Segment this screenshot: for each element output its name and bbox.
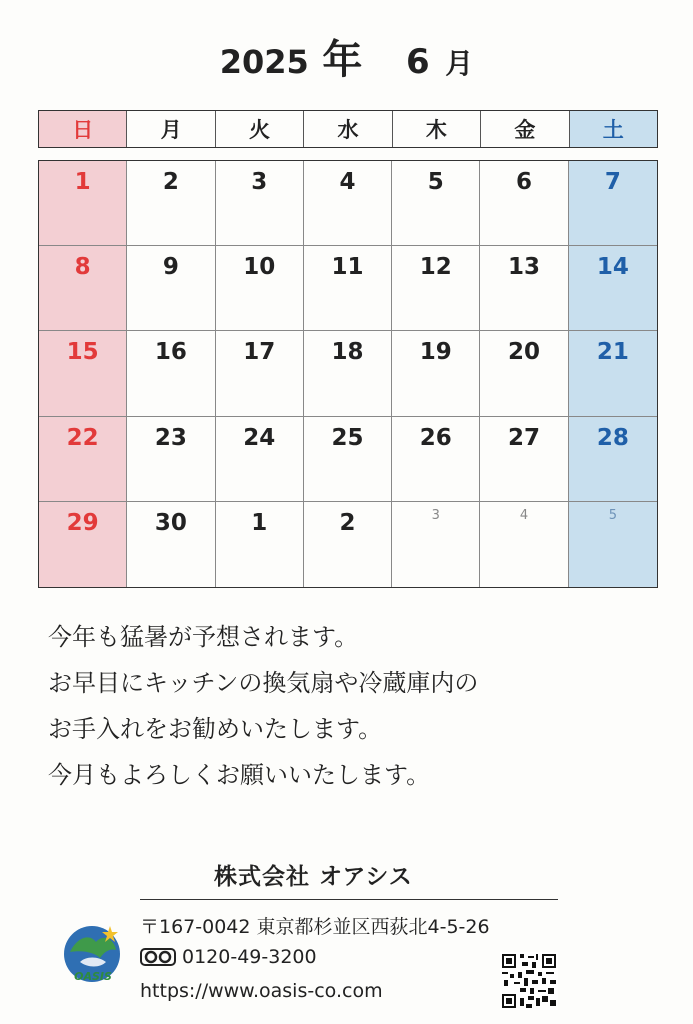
date-cell: 28 [569, 417, 657, 502]
weekday-thu: 木 [393, 111, 481, 147]
message-line: 今年も猛暑が予想されます。 [48, 623, 359, 651]
company-address: 〒167-0042 東京都杉並区西荻北4-5-26 [140, 916, 490, 938]
svg-text:OASIS: OASIS [74, 970, 112, 983]
date-cell: 2 [304, 502, 392, 587]
divider [140, 899, 558, 900]
message-line: お早目にキッチンの換気扇や冷蔵庫内の [48, 669, 479, 697]
date-cell: 1 [39, 161, 127, 246]
company-url[interactable]: https://www.oasis-co.com [140, 980, 383, 1002]
date-cell: 25 [304, 417, 392, 502]
weekday-sun: 日 [39, 111, 127, 147]
weekday-sat: 土 [570, 111, 657, 147]
message-line: お手入れをお勧めいたします。 [48, 715, 383, 743]
date-cell: 13 [480, 246, 568, 331]
next-month-date-cell: 4 [480, 502, 568, 587]
date-cell: 30 [127, 502, 215, 587]
date-cell: 21 [569, 331, 657, 416]
company-phone: 0120-49-3200 [182, 946, 317, 968]
date-cell: 19 [392, 331, 480, 416]
next-month-date-cell: 5 [569, 502, 657, 587]
company-name: 株式会社 オアシス [214, 864, 413, 890]
weekday-wed: 水 [304, 111, 392, 147]
weekday-header [38, 110, 658, 148]
year: 2025 [219, 43, 309, 81]
freedial-icon [140, 948, 176, 966]
message-line: 今月もよろしくお願いいたします。 [48, 761, 431, 789]
weekday-mon: 月 [127, 111, 215, 147]
date-cell: 12 [392, 246, 480, 331]
date-cell: 4 [304, 161, 392, 246]
calendar-title [0, 28, 693, 85]
date-cell: 15 [39, 331, 127, 416]
month: 6 [405, 42, 430, 82]
date-cell: 9 [127, 246, 215, 331]
date-cell: 6 [480, 161, 568, 246]
date-cell: 27 [480, 417, 568, 502]
date-cell: 5 [392, 161, 480, 246]
date-cell: 16 [127, 331, 215, 416]
qr-code-icon [500, 952, 558, 1010]
oasis-logo-icon [60, 922, 126, 988]
date-cell: 11 [304, 246, 392, 331]
date-cell: 2 [127, 161, 215, 246]
year-kanji: 年 [322, 37, 363, 83]
month-kanji: 月 [445, 47, 474, 80]
date-cell: 14 [569, 246, 657, 331]
message-block [48, 614, 478, 798]
date-cell: 26 [392, 417, 480, 502]
date-cell: 29 [39, 502, 127, 587]
date-cell: 24 [216, 417, 304, 502]
date-cell: 1 [216, 502, 304, 587]
date-cell: 17 [216, 331, 304, 416]
company-phone-row [140, 946, 317, 968]
date-cell: 3 [216, 161, 304, 246]
date-cell: 7 [569, 161, 657, 246]
date-cell: 18 [304, 331, 392, 416]
next-month-date-cell: 3 [392, 502, 480, 587]
date-cell: 10 [216, 246, 304, 331]
weekday-fri: 金 [481, 111, 569, 147]
weekday-tue: 火 [216, 111, 304, 147]
date-cell: 8 [39, 246, 127, 331]
date-cell: 22 [39, 417, 127, 502]
date-cell: 20 [480, 331, 568, 416]
calendar-grid [38, 160, 658, 588]
date-cell: 23 [127, 417, 215, 502]
